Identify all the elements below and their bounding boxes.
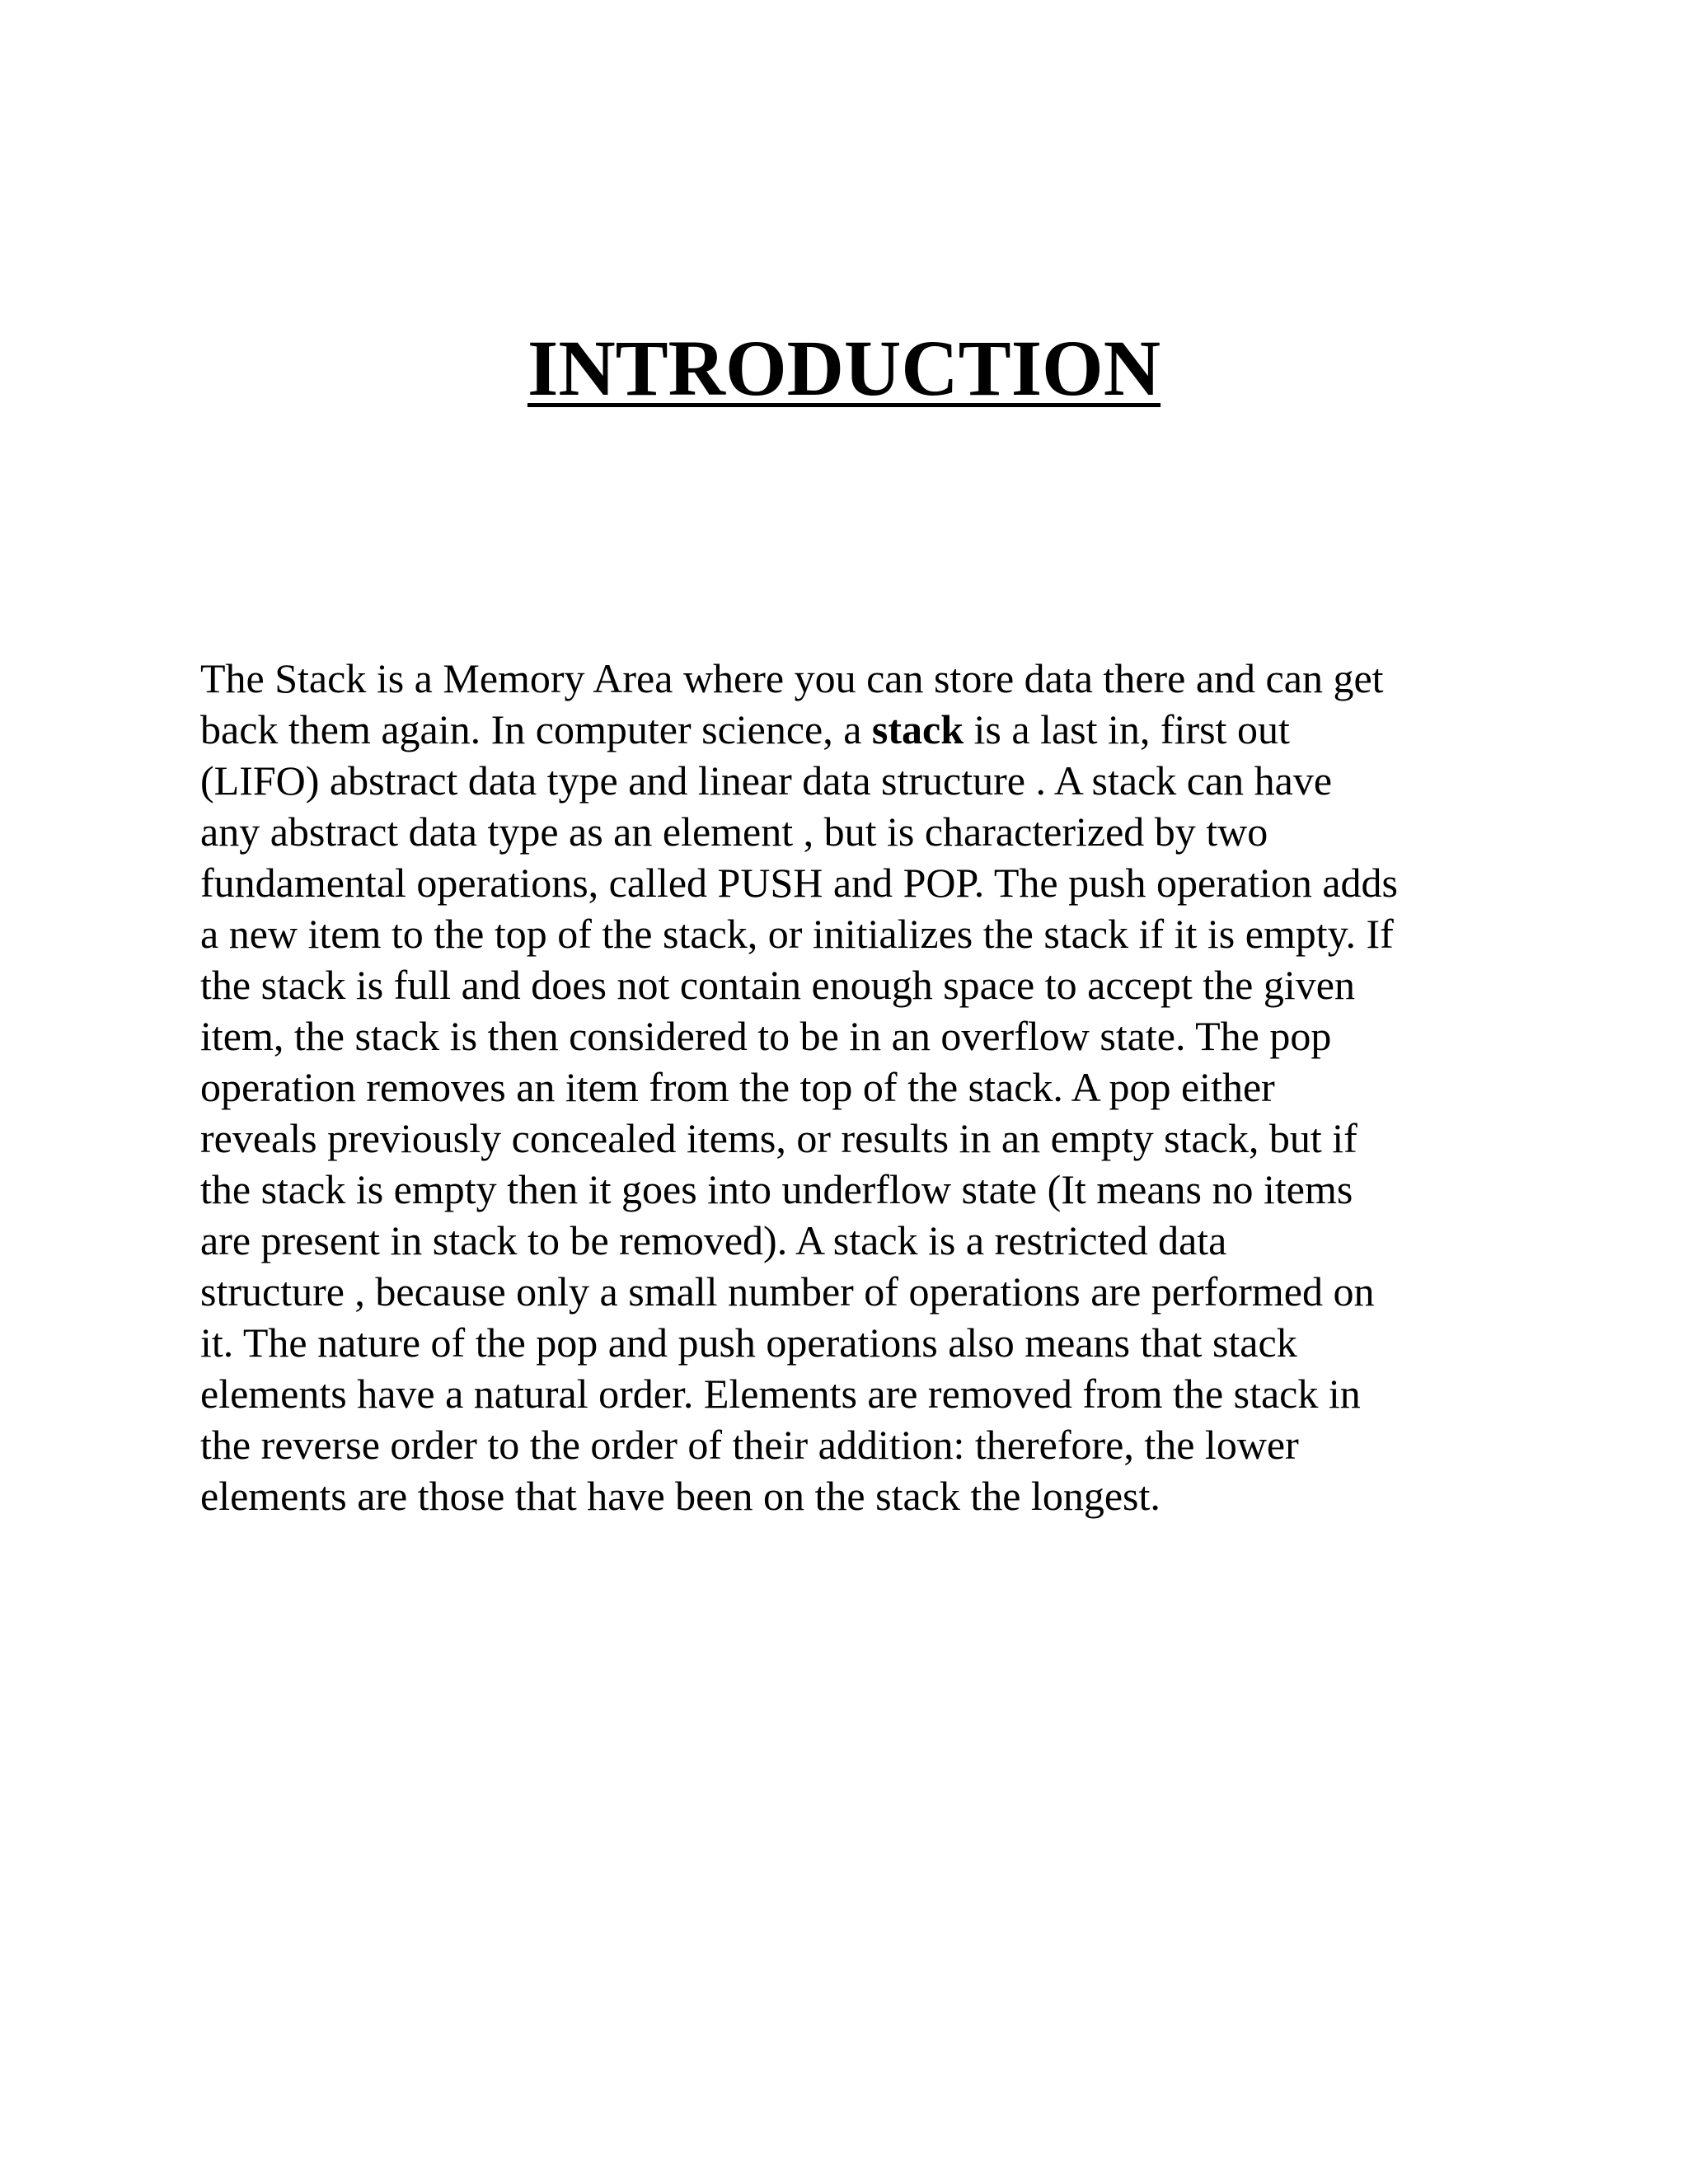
paragraph-line: the stack is full and does not contain enough space to accept the given — [200, 962, 1355, 1008]
paragraph-line: the stack is empty then it goes into underflow state (It means no items — [200, 1166, 1353, 1212]
paragraph-line — [200, 704, 1552, 755]
paragraph-line: any abstract data type as an element , but is characterized by two — [200, 808, 1268, 855]
paragraph-line: reveals previously concealed items, or results in an empty stack, but if — [200, 1115, 1357, 1161]
paragraph-line: fundamental operations, called PUSH and POP. The push operation adds — [200, 860, 1399, 906]
paragraph-line: are present in stack to be removed). A stack is a restricted data — [200, 1217, 1227, 1263]
paragraph-line: structure , because only a small number of operations are performed on — [200, 1268, 1375, 1315]
paragraph-line: item, the stack is then considered to be in an overflow state. The pop — [200, 1013, 1332, 1059]
paragraph-line: the reverse order to the order of their addition: therefore, the lower — [200, 1422, 1299, 1468]
paragraph-line: elements have a natural order. Elements are removed from the stack in — [200, 1371, 1361, 1417]
bold-term-stack: stack — [871, 706, 964, 752]
paragraph-line: (LIFO) abstract data type and linear data structure . A stack can have — [200, 757, 1333, 804]
body-paragraph — [200, 653, 1552, 1521]
line-text: back them again. In computer science, a — [200, 706, 872, 752]
paragraph-line: a new item to the top of the stack, or initializes the stack if it is empty. If — [200, 911, 1394, 957]
paragraph-line: The Stack is a Memory Area where you can store data there and can get — [200, 655, 1384, 701]
line-text: is a last in, first out — [964, 706, 1290, 752]
paragraph-line: operation removes an item from the top of the stack. A pop either — [200, 1064, 1275, 1110]
paragraph-line: it. The nature of the pop and push operations also means that stack — [200, 1319, 1297, 1366]
page-title: INTRODUCTION — [527, 324, 1161, 412]
paragraph-line: elements are those that have been on the stack the longest. — [200, 1473, 1160, 1519]
